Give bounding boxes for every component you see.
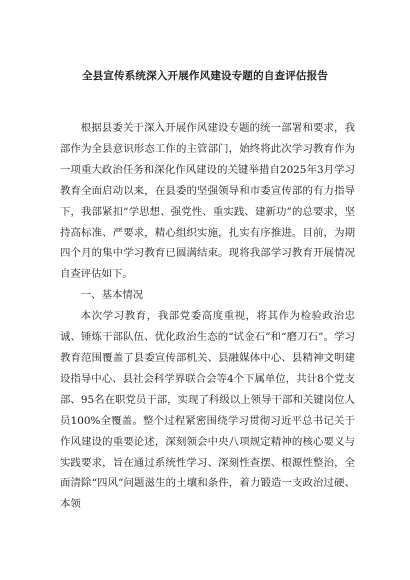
body-paragraph: 本次学习教育，我部党委高度重视，将其作为检验政治忠诚、锤炼干部队伍、优化政治生态的“试金石”和“磨刀石”。学习教育范围覆盖了县委宣传部机关、县融媒体中心、县精神文明建设指导中心、县社会科学界联合会等4个下属单位，共计8个党支部、95名在职党员干部，实现了科级以上领导干部和关键岗位人员100%全覆盖。整个过程紧密围绕学习贯彻习近平总书记关于作风建设的重要论述，深刻领会中央八项规定精神的核心要义与实践要求，旨在通过系统性学习、深刻性查摆、根源性整治，全面清除“四风”问题滋生的土壤和条件，着力锻造一支政治过硬、本领 xyxy=(60,310,355,511)
document-title: 全县宣传系统深入开展作风建设专题的自查评估报告 xyxy=(81,70,329,82)
document-body xyxy=(60,118,355,515)
intro-paragraph: 根据县委关于深入开展作风建设专题的统一部署和要求，我部作为全县意识形态工作的主管部门，始终将此次学习教育作为一项重大政治任务和深化作风建设的关键举措自2025年3月学习教育全面启动以来，在县委的坚强领导和市委宣传部的有力指导下，我部紧扣“学思想、强党性、重实践、建新功”的总要求，坚持高标准、严要求，精心组织实施，扎实有序推进。目前，为期四个月的集中学习教育已圆满结束。现将我部学习教育开展情况自查评估如下。 xyxy=(60,122,355,281)
section-heading: 一、基本情况 xyxy=(80,289,144,302)
